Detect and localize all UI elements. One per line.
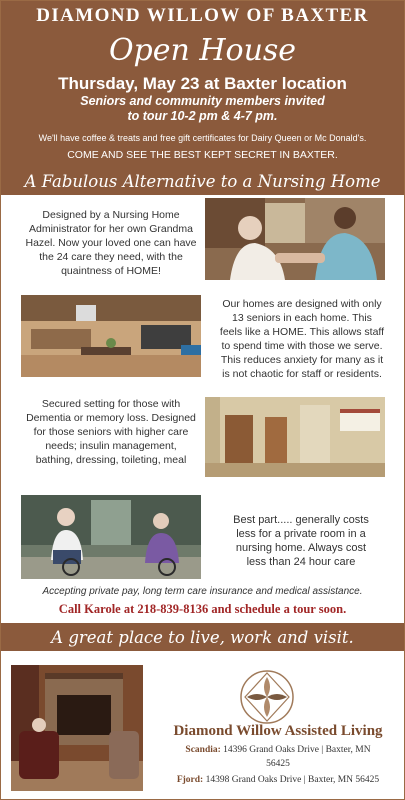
scandia-address [153, 743, 403, 757]
section3-line: Secured setting for those with [41, 398, 181, 410]
scandia-label: Scandia: [185, 745, 221, 755]
section3-line: bathing, dressing, toileting, meal [35, 454, 187, 466]
open-house-invite-2: to tour 10-2 pm & 4-7 pm. [127, 109, 278, 123]
open-house-block [1, 31, 404, 173]
open-house-fine-print: We'll have coffee & treats and free gift certificates for Dairy Queen or Mc Donald's. [38, 133, 367, 143]
open-house-title: Open House [108, 33, 297, 68]
photo-resident-with-caregiver [205, 198, 385, 280]
section2-line: This reduces anxiety for many as it [220, 354, 384, 366]
section3-line: Dementia or memory loss. Designed [26, 412, 196, 424]
section4-line: nursing home. Always cost [235, 542, 367, 554]
brand-name: Diamond Willow Assisted Living [173, 723, 383, 739]
section4-line: less than 24 hour care [246, 556, 356, 568]
section4-line: Best part..... generally costs [233, 514, 369, 526]
open-house-date: Thursday, May 23 at Baxter location [58, 74, 347, 93]
section1-line: Hazel. Now your loved one can have [25, 237, 197, 249]
section1-line: quaintness of HOME! [61, 265, 161, 277]
section2-line: feels like a HOME. This allows staff [219, 326, 385, 338]
open-house-invite-1: Seniors and community members invited [80, 94, 325, 108]
call-to-action: Call Karole at 218-839-8136 and schedule a tour soon. [58, 602, 347, 616]
section3-line: for those seniors with higher care [33, 426, 189, 438]
section1-line: Designed by a Nursing Home [42, 209, 180, 221]
tagline-band-2: A great place to live, work and visit. [1, 623, 404, 651]
photo-kitchen-living-room [21, 295, 201, 377]
section2-line: is not chaotic for staff or residents. [222, 368, 382, 380]
section3-line: needs; insulin management, [45, 440, 177, 452]
section1-line: Administrator for her own Grandma [29, 223, 193, 235]
tagline-band-1: A Fabulous Alternative to a Nursing Home [1, 167, 404, 195]
section1-line: the 24 care they need, with the [39, 251, 183, 263]
photo-residents-wheelchairs [21, 495, 201, 579]
insurance-note: Accepting private pay, long term care insurance and medical assistance. [42, 586, 363, 597]
photo-hallway-bedroom [205, 397, 385, 477]
section2-line: Our homes are designed with only [222, 298, 382, 310]
section4-text [211, 513, 391, 569]
photo-fireplace-lounge [11, 665, 143, 791]
fjord-label: Fjord: [176, 775, 204, 785]
scandia-line-1: 14396 Grand Oaks Drive | Baxter, MN [223, 745, 371, 755]
section1-text [21, 208, 201, 278]
section3-text [21, 397, 201, 467]
section2-line: to spend time with those we serve. [221, 340, 383, 352]
section4-line: less for a private room in a [236, 528, 366, 540]
section2-text [211, 297, 393, 381]
fjord-line: 14398 Grand Oaks Drive | Baxter, MN 56425 [205, 775, 380, 785]
open-house-come-line: COME AND SEE THE BEST KEPT SECRET IN BAXTER. [67, 149, 338, 161]
fjord-address [153, 773, 403, 787]
scandia-zip: 56425 [266, 759, 290, 769]
section2-line: 13 seniors in each home. This [232, 312, 372, 324]
header-title: DIAMOND WILLOW OF BAXTER [1, 1, 404, 31]
diamond-willow-leaf-logo-icon [237, 669, 297, 725]
